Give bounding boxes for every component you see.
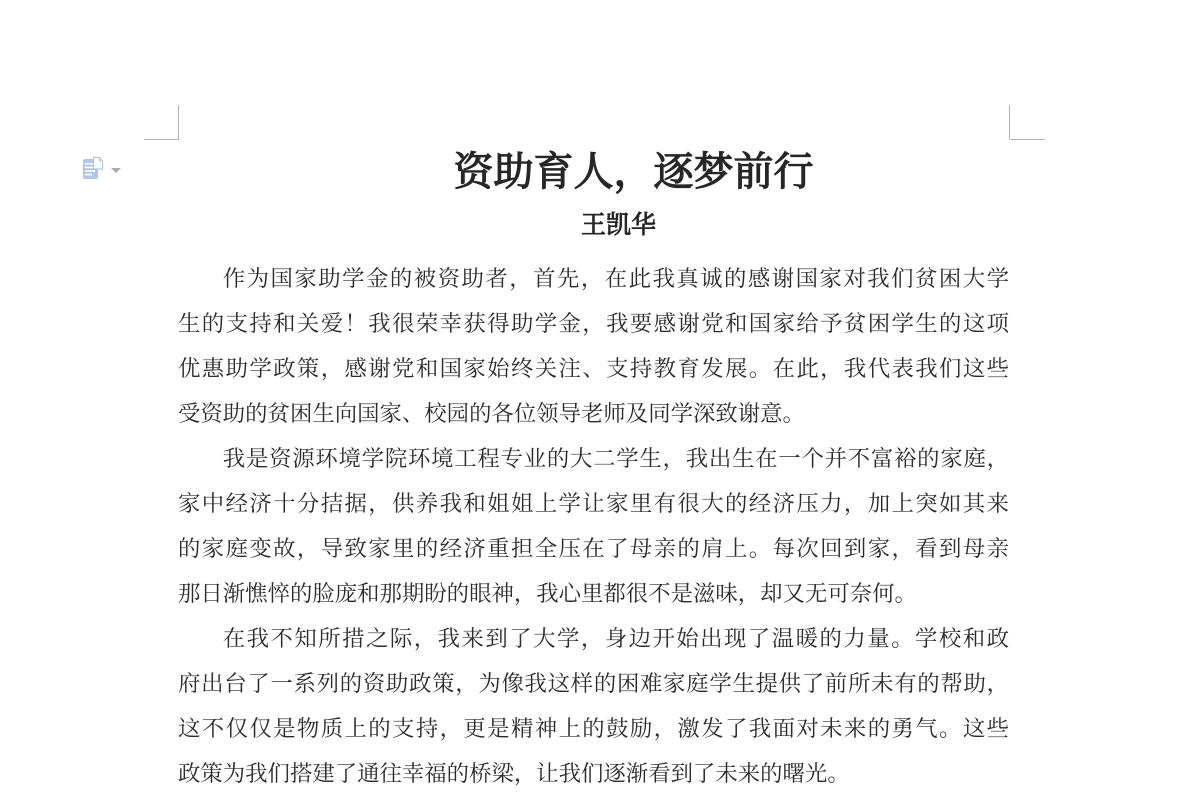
chevron-down-icon: [111, 168, 121, 173]
paragraph: [178, 436, 1009, 616]
paragraph: [178, 256, 1009, 436]
paste-options-button[interactable]: [82, 156, 121, 182]
margin-crop-mark-top-left-horizontal: [144, 139, 179, 140]
text-line: 受资助的贫困生向国家、校园的各位领导老师及同学深致谢意。: [178, 401, 805, 426]
text-line: 生的支持和关爱！我很荣幸获得助学金，我要感谢党和国家给予贫困学生的这项: [178, 311, 1009, 336]
text-line: 这不仅仅是物质上的支持，更是精神上的鼓励，激发了我面对未来的勇气。这些: [178, 716, 1009, 741]
margin-crop-mark-top-right-horizontal: [1010, 139, 1045, 140]
text-line: 的家庭变故，导致家里的经济重担全压在了母亲的肩上。每次回到家，看到母亲: [178, 536, 1009, 561]
text-line: 那日渐憔悴的脸庞和那期盼的眼神，我心里都很不是滋味，却又无可奈何。: [178, 581, 917, 606]
text-line: 府出台了一系列的资助政策，为像我这样的困难家庭学生提供了前所未有的帮助，: [178, 671, 1009, 696]
text-line: 家中经济十分拮据，供养我和姐姐上学让家里有很大的经济压力，加上突如其来: [178, 491, 1009, 516]
text-line: 作为国家助学金的被资助者，首先，在此我真诚的感谢国家对我们贫困大学: [222, 266, 1009, 291]
text-line: 我是资源环境学院环境工程专业的大二学生，我出生在一个并不富裕的家庭，: [222, 446, 1009, 471]
margin-crop-mark-top-right-vertical: [1009, 105, 1010, 139]
document-title: 资助育人，逐梦前行: [453, 149, 814, 194]
document-author: 王凯华: [580, 212, 656, 239]
margin-crop-mark-top-left-vertical: [178, 105, 179, 139]
text-line: 在我不知所措之际，我来到了大学，身边开始出现了温暖的力量。学校和政: [222, 626, 1009, 651]
text-line: 优惠助学政策，感谢党和国家始终关注、支持教育发展。在此，我代表我们这些: [178, 356, 1009, 381]
paste-options-icon: [82, 156, 104, 182]
document-body: [178, 256, 1009, 796]
paragraph: [178, 616, 1009, 796]
text-line: 政策为我们搭建了通往幸福的桥梁，让我们逐渐看到了未来的曙光。: [178, 761, 850, 786]
